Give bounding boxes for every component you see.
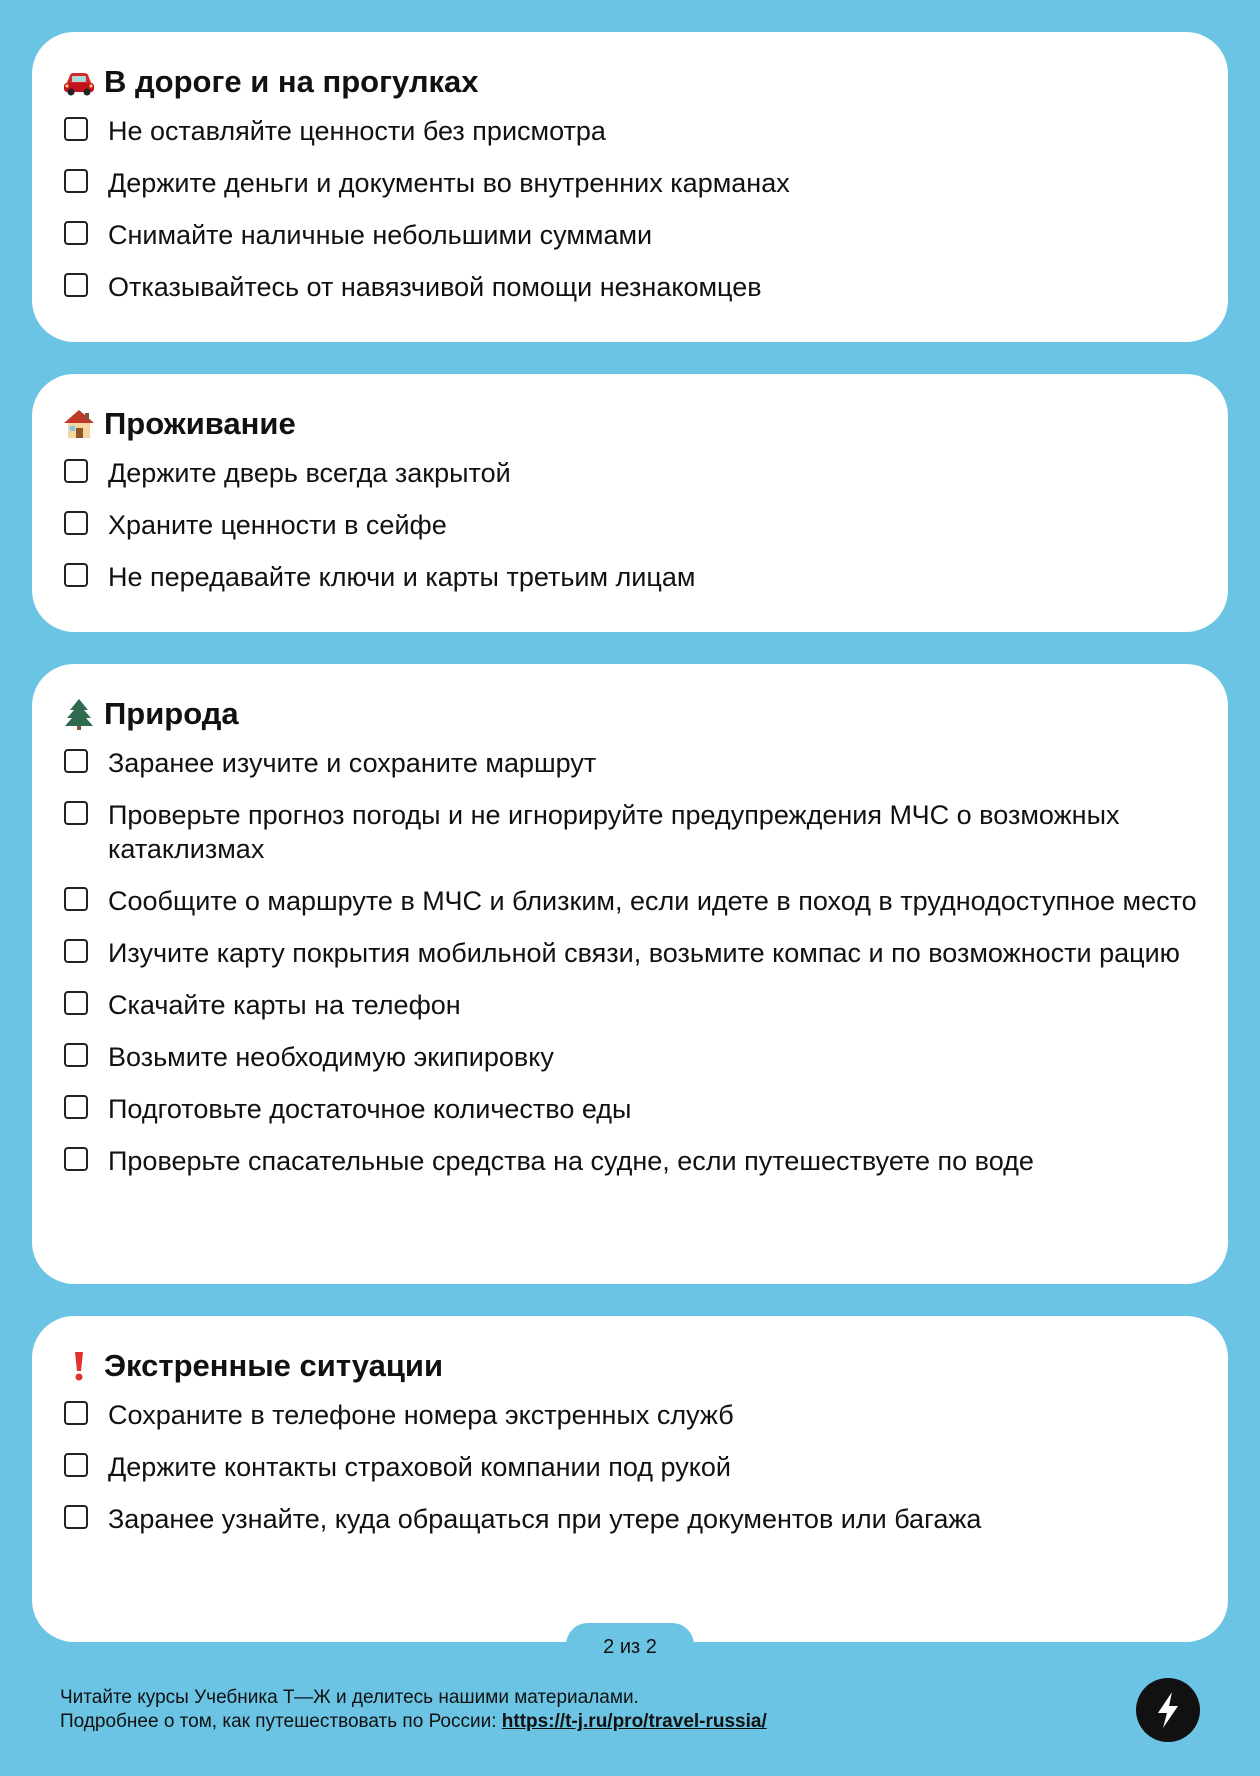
section-title xyxy=(62,404,1198,444)
section-title-text: Природа xyxy=(104,696,239,731)
checklist-item xyxy=(62,1502,1198,1536)
checklist-item-text: Сохраните в телефоне номера экстренных служб xyxy=(108,1400,734,1430)
exclamation-icon xyxy=(62,1349,96,1383)
section-title xyxy=(62,62,1198,102)
checklist-item xyxy=(62,560,1198,594)
checklist-item xyxy=(62,936,1198,970)
checkbox[interactable] xyxy=(64,991,88,1015)
checklist-item-text: Держите контакты страховой компании под рукой xyxy=(108,1452,731,1482)
checkbox[interactable] xyxy=(64,1147,88,1171)
footer-link[interactable]: https://t-j.ru/pro/travel-russia/ xyxy=(501,1711,767,1732)
checklist-item-text: Подготовьте достаточное количество еды xyxy=(108,1094,632,1124)
checklist-item-text: Изучите карту покрытия мобильной связи, возьмите компас и по возможности рацию xyxy=(108,938,1180,968)
checkbox[interactable] xyxy=(64,801,88,825)
checkbox[interactable] xyxy=(64,563,88,587)
checkbox[interactable] xyxy=(64,1401,88,1425)
footer xyxy=(60,1686,767,1734)
checkbox[interactable] xyxy=(64,939,88,963)
checklist-item xyxy=(62,1450,1198,1484)
footer-line-2 xyxy=(60,1710,767,1734)
section-card-road xyxy=(32,32,1228,342)
checkbox[interactable] xyxy=(64,749,88,773)
section-card-nature xyxy=(32,664,1228,1284)
checkbox[interactable] xyxy=(64,273,88,297)
checklist-item xyxy=(62,1040,1198,1074)
brand-logo[interactable] xyxy=(1136,1678,1200,1742)
tree-icon xyxy=(62,697,96,731)
checkbox[interactable] xyxy=(64,511,88,535)
section-title-text: Экстренные ситуации xyxy=(104,1348,444,1383)
footer-line-1: Читайте курсы Учебника Т—Ж и делитесь нашими материалами. xyxy=(60,1687,639,1708)
house-icon xyxy=(62,407,96,441)
section-title-text: Проживание xyxy=(104,406,296,441)
checklist-item xyxy=(62,270,1198,304)
checklist-item xyxy=(62,798,1198,866)
section-card-living xyxy=(32,374,1228,632)
checklist-item xyxy=(62,508,1198,542)
checklist-item-text: Храните ценности в сейфе xyxy=(108,510,447,540)
lightning-icon xyxy=(1136,1678,1200,1742)
checklist-item xyxy=(62,114,1198,148)
section-card-emergency xyxy=(32,1316,1228,1642)
checkbox[interactable] xyxy=(64,221,88,245)
checklist-item-text: Проверьте прогноз погоды и не игнорируйте предупреждения МЧС о возможных катаклизмах xyxy=(108,800,1120,864)
checklist-item-text: Держите дверь всегда закрытой xyxy=(108,458,511,488)
checklist-item-text: Проверьте спасательные средства на судне, если путешествуете по воде xyxy=(108,1146,1034,1176)
checkbox[interactable] xyxy=(64,1095,88,1119)
checklist-item-text: Держите деньги и документы во внутренних карманах xyxy=(108,168,790,198)
checklist-item xyxy=(62,1398,1198,1432)
checkbox[interactable] xyxy=(64,1043,88,1067)
checklist-item xyxy=(62,746,1198,780)
checklist-item-text: Не передавайте ключи и карты третьим лицам xyxy=(108,562,696,592)
checklist-item xyxy=(62,456,1198,490)
checklist-item-text: Отказывайтесь от навязчивой помощи незнакомцев xyxy=(108,272,762,302)
checklist-item xyxy=(62,1144,1198,1178)
checkbox[interactable] xyxy=(64,169,88,193)
checkbox[interactable] xyxy=(64,1505,88,1529)
checklist-item-text: Заранее узнайте, куда обращаться при утере документов или багажа xyxy=(108,1504,982,1534)
checklist-item xyxy=(62,884,1198,918)
checkbox[interactable] xyxy=(64,1453,88,1477)
checklist-item xyxy=(62,166,1198,200)
checklist-item-text: Не оставляйте ценности без присмотра xyxy=(108,116,606,146)
checkbox[interactable] xyxy=(64,117,88,141)
checkbox[interactable] xyxy=(64,887,88,911)
section-title-text: В дороге и на прогулках xyxy=(104,64,479,99)
page-indicator: 2 из 2 xyxy=(566,1623,694,1667)
section-title xyxy=(62,694,1198,734)
checkbox[interactable] xyxy=(64,459,88,483)
footer-line-2-prefix: Подробнее о том, как путешествовать по России: xyxy=(60,1711,502,1732)
checklist-item xyxy=(62,988,1198,1022)
checklist-item-text: Снимайте наличные небольшими суммами xyxy=(108,220,653,250)
checklist-item xyxy=(62,218,1198,252)
section-title xyxy=(62,1346,1198,1386)
checklist-item-text: Возьмите необходимую экипировку xyxy=(108,1042,554,1072)
checklist-item xyxy=(62,1092,1198,1126)
checklist-item-text: Скачайте карты на телефон xyxy=(108,990,461,1020)
car-icon xyxy=(62,65,96,99)
checklist-item-text: Заранее изучите и сохраните маршрут xyxy=(108,748,597,778)
checklist-item-text: Сообщите о маршруте в МЧС и близким, если идете в поход в труднодоступное место xyxy=(108,886,1197,916)
